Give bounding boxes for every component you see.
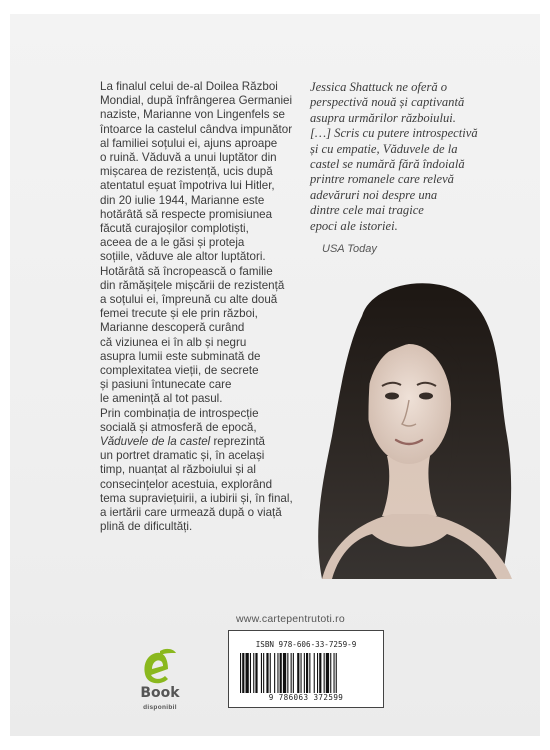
synopsis-line: Marianne descoperă curând (100, 321, 245, 335)
synopsis-line: socială și atmosferă de epocă, (100, 420, 257, 434)
synopsis-line: un portret dramatic și, în același (100, 449, 265, 463)
synopsis-line: le amenință al tot pasul. (100, 392, 223, 406)
synopsis-line: La finalul celui de-al Doilea Război (100, 80, 278, 93)
barcode-bar (287, 653, 288, 693)
review-quote (310, 80, 500, 234)
barcode-bar (306, 653, 308, 693)
barcode-digits: 9 786063 372599 (268, 693, 344, 702)
barcode-bar (277, 653, 278, 693)
barcode-bar (301, 653, 302, 693)
barcode-bar (314, 653, 315, 693)
quote-line: epoci ale istoriei. (310, 218, 398, 233)
barcode-bar (274, 653, 275, 693)
synopsis-line: din 20 iulie 1944, Marianne este (100, 193, 265, 207)
book-title-inline: Văduvele de la castel (100, 435, 211, 449)
barcode-bar (270, 653, 271, 693)
author-photo (302, 276, 517, 579)
synopsis-line: soțiile, văduve ale altor luptători. (100, 250, 266, 264)
synopsis-line: plină de dificultăți. (100, 520, 193, 534)
barcode-bar (319, 653, 321, 693)
barcode-bar (330, 653, 331, 693)
ebook-word: Book (140, 685, 180, 701)
synopsis-line: a soțului ei, împreună cu alte două (100, 293, 278, 307)
isbn-label: ISBN 978-606-33-7259-9 (255, 640, 357, 649)
quote-line: adevăruri noi despre una (310, 187, 438, 202)
synopsis-line: complexitatea vieții, de secrete (100, 364, 259, 378)
synopsis-line: din rămășițele mișcării de rezistență (100, 278, 285, 292)
barcode-bar (263, 653, 264, 693)
synopsis-paragraph-2 (100, 407, 300, 535)
synopsis-line: asupra lumii este subminată de (100, 349, 261, 363)
barcode-bar (246, 653, 249, 693)
barcode-bar (291, 653, 292, 693)
quote-line: castel se numără fără îndoială (310, 157, 465, 172)
barcode-bar (317, 653, 318, 693)
barcode-bar (309, 653, 310, 693)
barcode-bar (253, 653, 254, 693)
synopsis-line: Mondial, după înfrângerea Germaniei (100, 94, 293, 108)
barcode-bar (326, 653, 329, 693)
quote-line: […] Scris cu putere introspectivă (310, 126, 478, 141)
quote-line: asupra urmărilor războiului. (310, 110, 456, 125)
ebook-subtitle: disponibil (143, 704, 177, 711)
quote-line: Jessica Shattuck ne oferă o (310, 80, 448, 94)
barcode-bar (304, 653, 305, 693)
barcode-bar (261, 653, 262, 693)
synopsis-line: hotărâtă să respecte promisiunea (100, 207, 273, 221)
barcode-bar (242, 653, 244, 693)
synopsis-line: femei trecute și ele prin război, (100, 307, 258, 321)
barcode (228, 630, 384, 708)
barcode-bar (283, 653, 286, 693)
barcode-bars (240, 653, 374, 693)
barcode-bar (250, 653, 251, 693)
synopsis-line: că viziunea ei în alb și negru (100, 335, 247, 349)
synopsis-line: aceea de a le găsi și proteja (100, 236, 245, 250)
synopsis-text (100, 80, 300, 535)
cover-panel (10, 14, 540, 736)
synopsis-line: tema supraviețuirii, a iubirii și, în final, (100, 491, 293, 505)
ebook-badge (130, 647, 190, 737)
barcode-bar (266, 653, 268, 693)
ebook-e-leaf-icon (130, 647, 190, 689)
synopsis-line: naziste, Marianne von Lingenfels se (100, 108, 285, 122)
synopsis-line: și pasiuni întunecate care (100, 378, 232, 392)
synopsis-line: făcută curajoșilor complotiști, (100, 222, 249, 236)
barcode-bar (336, 653, 337, 693)
barcode-bar (280, 653, 282, 693)
synopsis-paragraph-1 (100, 80, 300, 407)
synopsis-line: Prin combinația de introspecție (100, 406, 259, 420)
quote-line: și cu empatie, Văduvele de la (310, 141, 458, 156)
synopsis-line: timp, nuanțat al războiului și al (100, 463, 256, 477)
synopsis-line: consecințelor acestuia, explorând (100, 477, 273, 491)
synopsis-line: Hotărâtă să încropească o familie (100, 264, 273, 278)
barcode-bar (324, 653, 325, 693)
quote-line: printre romanele care relevă (310, 172, 454, 187)
synopsis-line: o ruină. Văduvă a unui luptător din (100, 151, 277, 165)
synopsis-line: a iertării care urmează după o viață (100, 506, 282, 520)
synopsis-line: reprezintă (210, 435, 265, 449)
barcode-bar (255, 653, 257, 693)
quote-line: perspectivă nouă și captivantă (310, 95, 465, 110)
quote-source: USA Today (322, 243, 377, 255)
synopsis-line: atentatul eșuat împotriva lui Hitler, (100, 179, 275, 193)
barcode-bar (240, 653, 241, 693)
synopsis-line: mișcarea de rezistență, ucis după (100, 165, 273, 179)
barcode-bar (293, 653, 294, 693)
barcode-bar (334, 653, 335, 693)
barcode-bar (297, 653, 299, 693)
synopsis-line: al familiei soțului ei, ajuns aproape (100, 136, 278, 150)
publisher-website: www.cartepentrutoti.ro (236, 613, 345, 625)
quote-line: dintre cele mai tragice (310, 203, 424, 218)
synopsis-line: întoarce la castelul cândva impunător (100, 122, 293, 136)
